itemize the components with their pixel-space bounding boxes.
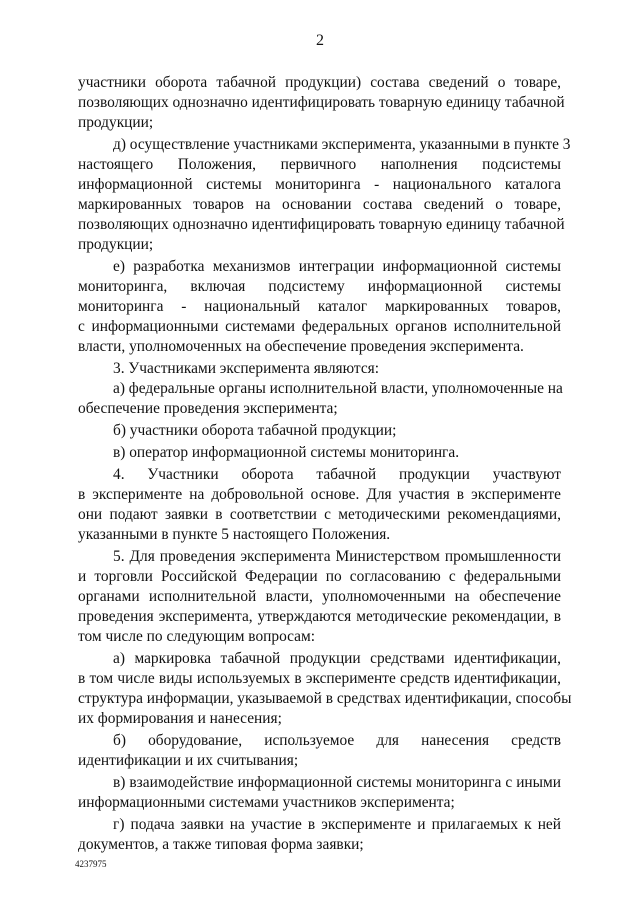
text-line: маркированных товаров на основании состава сведений о товаре, [78, 196, 561, 213]
text-line: 4. Участники оборота табачной продукции участвуют [113, 466, 561, 483]
text-line: органами исполнительной власти, уполномоченными на обеспечение [78, 588, 561, 605]
text-line: а) федеральные органы исполнительной власти, уполномоченные на [113, 380, 563, 397]
text-line: е) разработка механизмов интеграции информационной системы [113, 258, 561, 275]
text-line: проведения эксперимента, утверждаются методические рекомендации, в [78, 608, 561, 625]
text-line: 5. Для проведения эксперимента Министерством промышленности [113, 548, 561, 565]
text-line: документов, а также типовая форма заявки; [78, 836, 364, 853]
text-line: г) подача заявки на участие в эксперименте и прилагаемых к ней [113, 816, 561, 833]
text-line: они подают заявки в соответствии с методическими рекомендациями, [78, 506, 561, 523]
text-line: 3. Участниками эксперимента являются: [113, 360, 380, 377]
text-line: продукции; [78, 236, 154, 253]
text-line: участники оборота табачной продукции) состава сведений о товаре, [78, 74, 561, 91]
text-line: настоящего Положения, первичного наполнения подсистемы [78, 156, 561, 173]
document-code: 4237975 [75, 859, 107, 869]
text-line: власти, уполномоченных на обеспечение проведения эксперимента. [78, 338, 524, 355]
text-line: мониторинга - национальный каталог маркированных товаров, [78, 298, 561, 315]
text-line: обеспечение проведения эксперимента; [78, 400, 338, 417]
text-line: позволяющих однозначно идентифицировать товарную единицу табачной [78, 94, 565, 111]
text-line: том числе по следующим вопросам: [78, 628, 316, 645]
text-line: б) участники оборота табачной продукции; [113, 422, 397, 439]
text-line: д) осуществление участниками эксперимента, указанными в пункте 3 [113, 136, 571, 153]
text-line: идентификации и их считывания; [78, 752, 299, 769]
text-line: и торговли Российской Федерации по согласованию с федеральными [78, 568, 561, 585]
text-line: в том числе виды используемых в эксперименте средств идентификации, [78, 670, 561, 687]
text-line: а) маркировка табачной продукции средствами идентификации, [113, 650, 561, 667]
text-line: указанными в пункте 5 настоящего Положения. [78, 526, 391, 543]
text-line: в эксперименте на добровольной основе. Для участия в эксперименте [78, 486, 561, 503]
page-number: 2 [316, 32, 324, 49]
text-line: мониторинга, включая подсистему информационной системы [78, 278, 561, 295]
text-line: позволяющих однозначно идентифицировать товарную единицу табачной [78, 216, 565, 233]
text-line: б) оборудование, используемое для нанесения средств [113, 732, 561, 749]
text-line: информационными системами участников эксперимента; [78, 794, 455, 811]
text-line: продукции; [78, 114, 154, 131]
text-line: в) взаимодействие информационной системы мониторинга с иными [113, 774, 561, 791]
text-line: информационной системы мониторинга - национального каталога [78, 176, 561, 193]
text-line: их формирования и нанесения; [78, 710, 282, 727]
text-line: с информационными системами федеральных органов исполнительной [78, 318, 561, 335]
text-line: структура информации, указываемой в средствах идентификации, способы [78, 690, 572, 707]
text-line: в) оператор информационной системы мониторинга. [113, 444, 460, 461]
